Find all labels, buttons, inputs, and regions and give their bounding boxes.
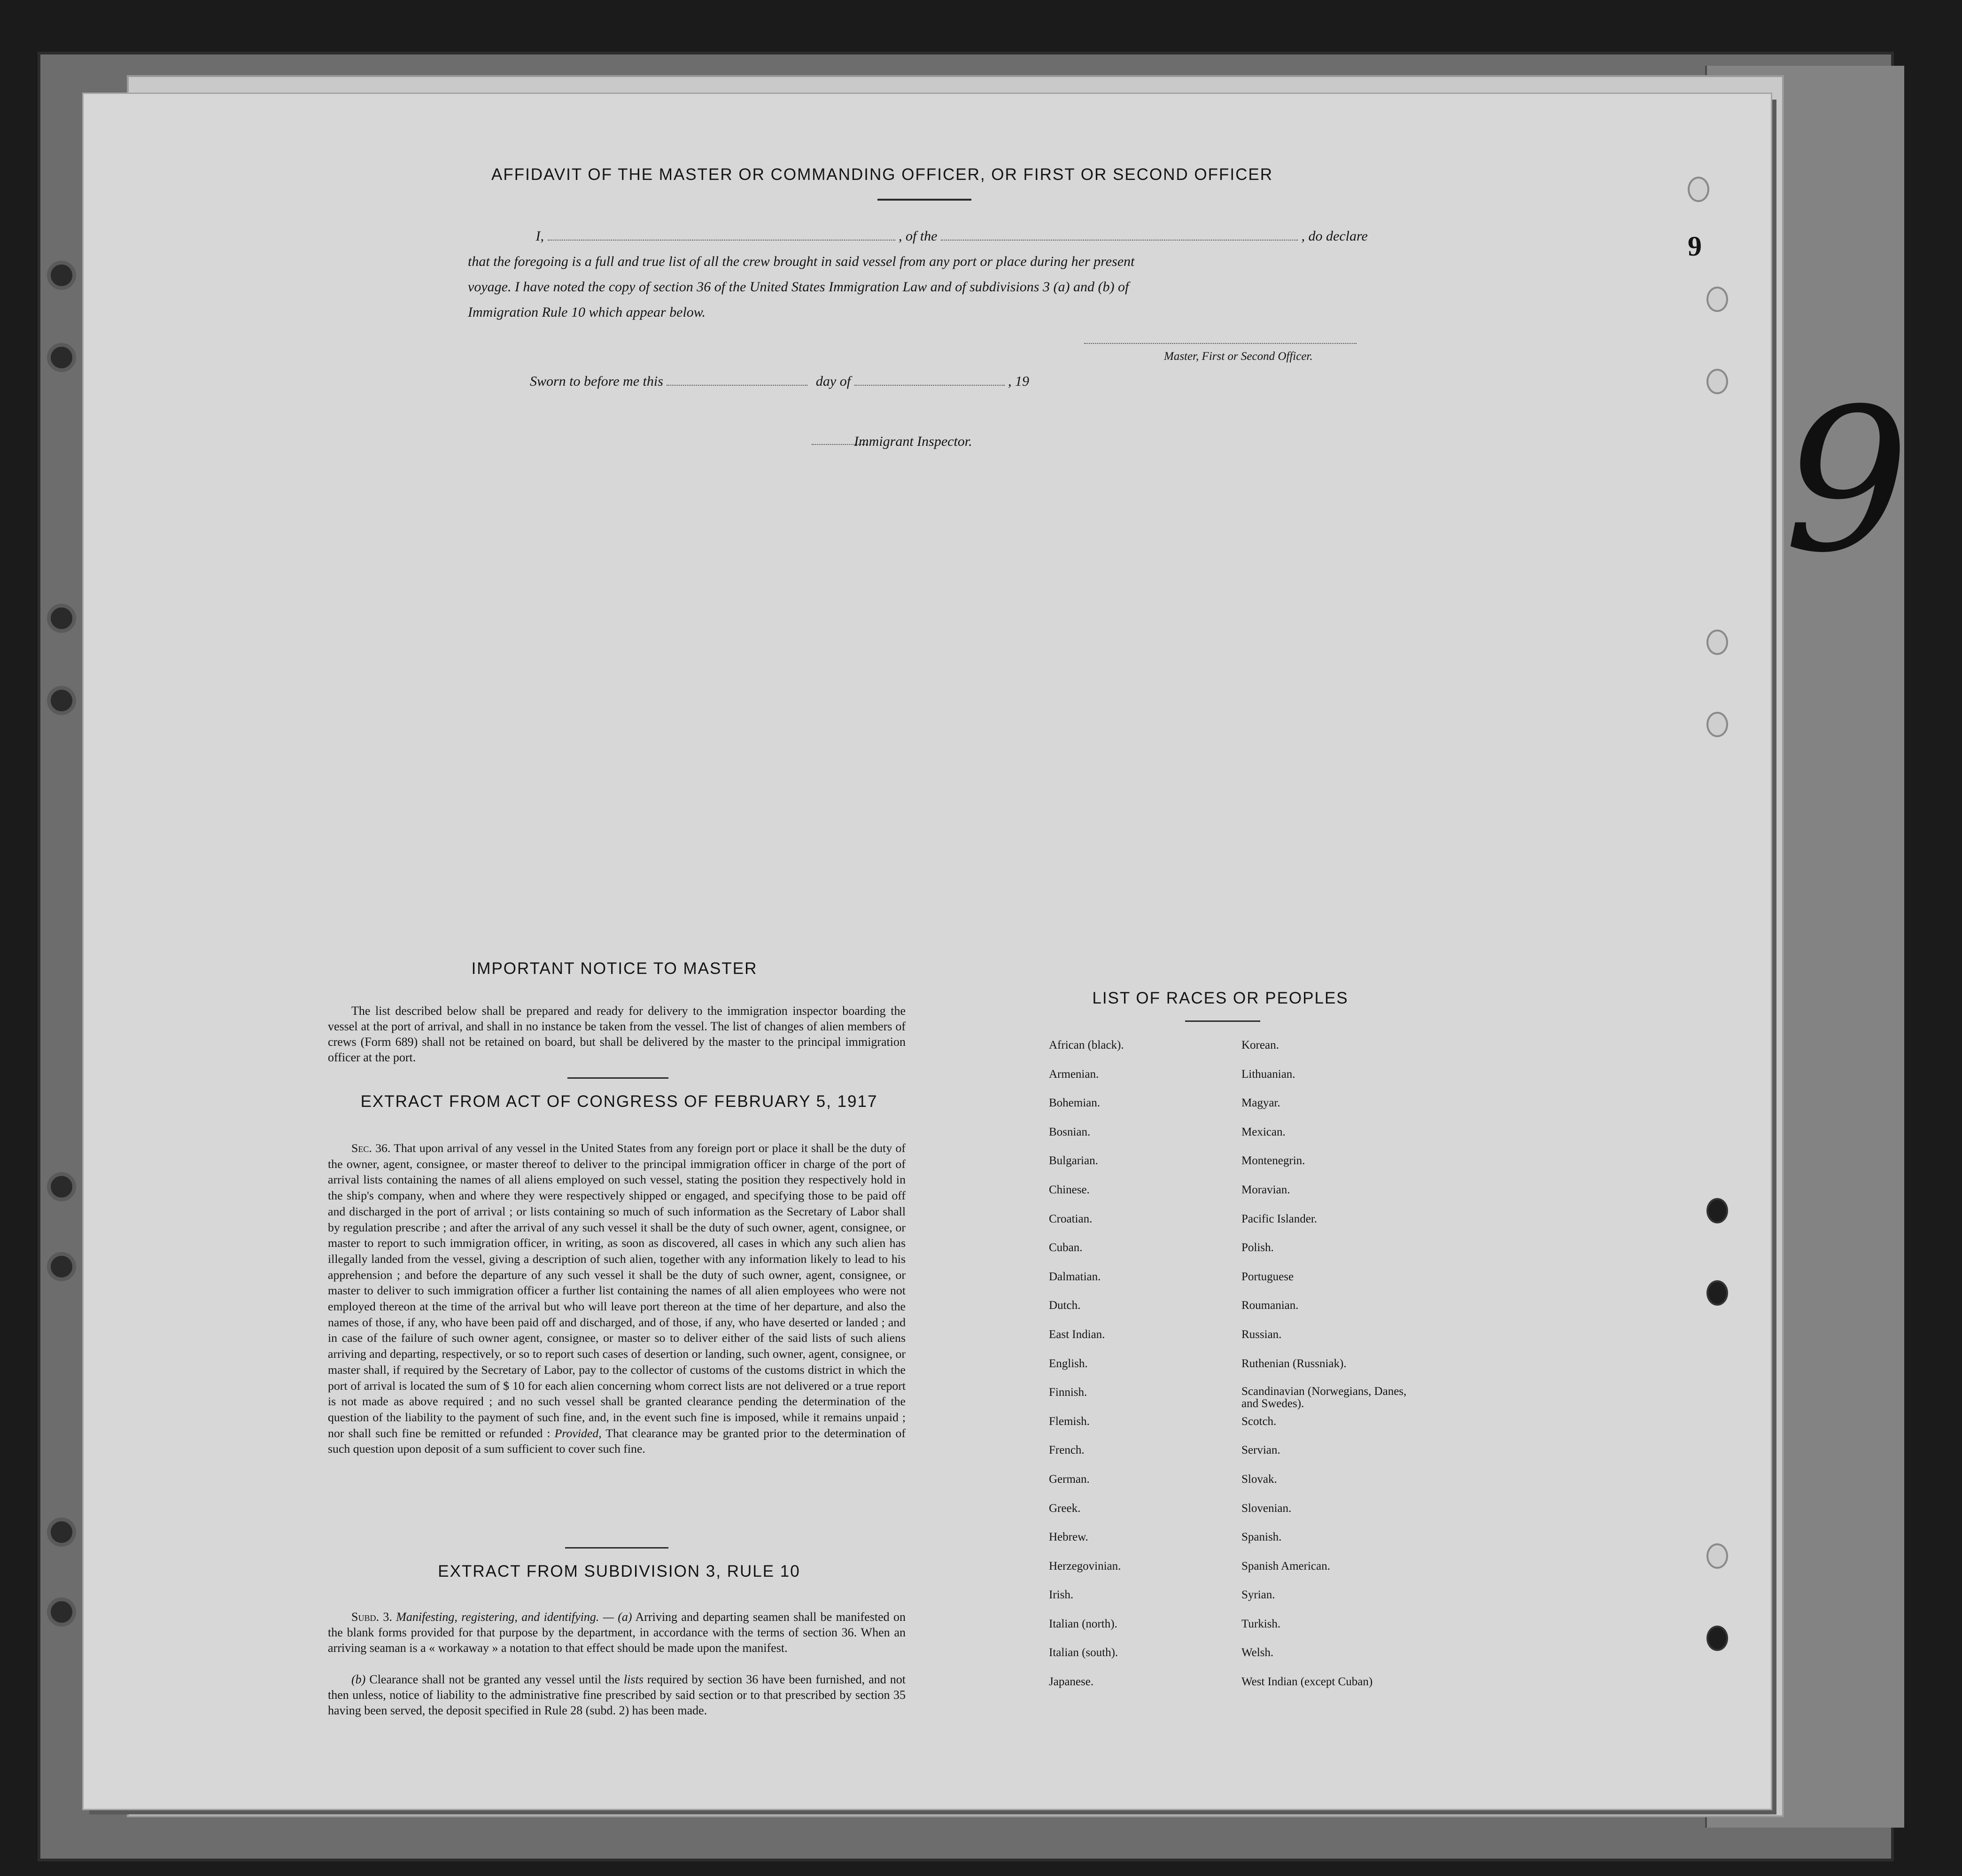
race-item: Turkish.	[1241, 1617, 1281, 1630]
race-item: Roumanian.	[1241, 1299, 1299, 1312]
page-punch-hole	[1706, 1198, 1728, 1223]
binder-hole	[47, 604, 76, 633]
race-item: Italian (north).	[1049, 1617, 1117, 1630]
sec-text-part1: That upon arrival of any vessel in the United States from any foreign port or place it shall be the duty of the owner, agent, consignee, or master thereof to deliver to the principal immigration officer in charge of the port of arrival lists containing the names of all aliens employed on such vessel, stating the position they respectively hold in the ship's company, when and where they were respectively shipped or engaged, and specifying those to be paid off and discharged in the port of arrival ; or lists containing so much of such information as the Secretary of Labor shall by regulation prescribe ; and after the arrival of any such vessel it shall be the duty of such owner, agent, consignee, or master to report to such immigration officer, in writing, as soon as discovered, all cases in which any such alien has illegally landed from the vessel, giving a description of such alien, together with any information likely to lead to his apprehension ; and before the departure of any such vessel it shall be the duty of such owner, agent, consignee, or master to deliver to such immigration officer a further list containing the names of all alien employees who were not employed thereon at the time of the arrival but who will leave port thereon at the time of her departure, and also the names of those, if any, who have been paid off and discharged, and of those, if any, who have deserted or landed ; and in case of the failure of such owner agent, consignee, or master so to deliver either of the said lists of such aliens arriving and departing, respectively, or so to report such cases of desertion or landing, such owner, agent, consignee, or master shall, if required by the Secretary of Labor, pay to the collector of customs of the customs district in which the port of arrival is located the sum of $ 10 for each alien concerning whom correct lists are not delivered or a true report is not made as above required ; and no such vessel shall be granted clearance pending the determination of the question of the liability to the payment of such fine, and, in the event such fine is imposed, while it remains unpaid ; nor shall such fine be remitted or refunded :	[328, 1141, 906, 1440]
notice-title: IMPORTANT NOTICE TO MASTER	[471, 959, 758, 978]
page-punch-hole	[1706, 1543, 1728, 1569]
binder-hole	[47, 1518, 76, 1547]
race-item: Cuban.	[1049, 1241, 1083, 1254]
subd-b-text-2: required by section 36 have been furnished, and not then unless, notice of liability to the administrative fine prescribed by said section or to that prescribed by section 35 having been served, the deposit specified in Rule 28 (subd. 2) has been made.	[328, 1673, 906, 1717]
extract-rule-b	[328, 1672, 906, 1718]
race-item: Spanish.	[1241, 1531, 1282, 1544]
race-item: Pacific Islander.	[1241, 1212, 1318, 1225]
extract-rule-title: EXTRACT FROM SUBDIVISION 3, RULE 10	[438, 1562, 800, 1580]
race-item: Russian.	[1241, 1328, 1282, 1341]
race-item: Croatian.	[1049, 1212, 1093, 1225]
divider	[1185, 1020, 1260, 1022]
day-blank	[667, 385, 807, 386]
race-item: Montenegrin.	[1241, 1154, 1305, 1168]
race-item: Syrian.	[1241, 1588, 1275, 1602]
race-item: Scotch.	[1241, 1415, 1277, 1428]
subd-b-lists: lists	[623, 1673, 644, 1686]
notice-text: The list described below shall be prepared and ready for delivery to the immigration inspector boarding the vessel at the port of arrival, and shall in no instance be taken from the vessel. The list of changes of alien members of crews (Form 689) shall not be retained on board, but shall be delivered by the master to the principal immigration officer at the port.	[328, 1004, 906, 1064]
affidavit-line-3: voyage. I have noted the copy of section 36 of the United States Immigration Law and of subdivisions 3 (a) and (b) of	[468, 279, 1129, 295]
binder-hole	[47, 686, 76, 715]
race-item: Bohemian.	[1049, 1097, 1101, 1110]
signature-line	[1084, 343, 1357, 344]
race-item: Flemish.	[1049, 1415, 1090, 1428]
inspector-label: Immigrant Inspector.	[854, 434, 972, 449]
binder-hole	[47, 1252, 76, 1281]
affidavit-title: AFFIDAVIT OF THE MASTER OR COMMANDING OFFICER, OR FIRST OR SECOND OFFICER	[491, 165, 1273, 184]
race-item: Greek.	[1049, 1502, 1081, 1515]
race-item: Ruthenian (Russniak).	[1241, 1357, 1347, 1370]
divider	[877, 199, 971, 201]
binder-hole	[47, 1172, 76, 1201]
race-item: Bosnian.	[1049, 1125, 1091, 1138]
race-item: English.	[1049, 1357, 1088, 1370]
race-item: Dutch.	[1049, 1299, 1081, 1312]
page-punch-hole	[1688, 177, 1709, 202]
race-item: Magyar.	[1241, 1097, 1280, 1110]
race-item: Spanish American.	[1241, 1559, 1330, 1572]
race-item: Polish.	[1241, 1241, 1274, 1254]
binder-hole	[47, 261, 76, 290]
race-item: Servian.	[1241, 1444, 1280, 1457]
subd-b-text-1: Clearance shall not be granted any vessel until the	[369, 1673, 620, 1686]
race-item: Hebrew.	[1049, 1531, 1088, 1544]
races-column-1	[1049, 1038, 1237, 1704]
page-punch-hole	[1706, 630, 1728, 655]
sworn-year: , 19	[1008, 374, 1030, 389]
race-item: Mexican.	[1241, 1125, 1286, 1138]
extract-act-text	[328, 1140, 906, 1457]
affidavit-of-the: , of the	[899, 228, 938, 244]
race-item: Portuguese	[1241, 1270, 1294, 1283]
race-item: Welsh.	[1241, 1646, 1274, 1659]
subd-heading: Manifesting, registering, and identifying.	[396, 1610, 599, 1624]
extract-rule-a	[328, 1609, 906, 1656]
sec-label: Sec. 36.	[351, 1141, 391, 1155]
provided: Provided,	[554, 1426, 602, 1440]
page-punch-hole	[1706, 1626, 1728, 1651]
race-item: French.	[1049, 1444, 1085, 1457]
page-number-stamp: 9	[1688, 231, 1702, 262]
page-punch-hole	[1706, 1280, 1728, 1306]
affidavit-i: I,	[535, 228, 544, 244]
race-item: German.	[1049, 1472, 1090, 1486]
extract-act-title: EXTRACT FROM ACT OF CONGRESS OF FEBRUARY 5, 1917	[360, 1092, 878, 1111]
divider	[565, 1547, 668, 1549]
race-item: Scandinavian (Norwegians, Danes, and Swedes).	[1241, 1385, 1407, 1410]
sworn-prefix: Sworn to before me this	[530, 374, 663, 389]
race-item: Japanese.	[1049, 1675, 1094, 1689]
race-item: Herzegovinian.	[1049, 1559, 1121, 1572]
subd-a-label: — (a)	[603, 1610, 632, 1624]
subd-a-text: Arriving and departing seamen shall be manifested on the blank forms provided for that purpose by the department, in accordance with the terms of section 36. When an arriving seaman is a « workaway » a notation to that effect should be made upon the manifest.	[328, 1610, 906, 1655]
race-item: Dalmatian.	[1049, 1270, 1101, 1283]
subd-label: Subd. 3.	[351, 1610, 392, 1624]
race-item: West Indian (except Cuban)	[1241, 1675, 1373, 1689]
races-title: LIST OF RACES OR PEOPLES	[1092, 989, 1349, 1007]
race-item: Slovenian.	[1241, 1502, 1292, 1515]
race-item: Italian (south).	[1049, 1646, 1118, 1659]
affidavit-line-4: Immigration Rule 10 which appear below.	[468, 304, 706, 320]
race-item: Irish.	[1049, 1588, 1074, 1602]
name-blank	[548, 240, 895, 241]
handwritten-number: 9	[1784, 366, 1910, 596]
race-item: Korean.	[1241, 1039, 1279, 1051]
race-item: Chinese.	[1049, 1183, 1090, 1196]
affidavit-line-1	[497, 228, 1469, 244]
race-item: East Indian.	[1049, 1328, 1105, 1341]
subd-b-label: (b)	[351, 1673, 366, 1686]
race-item: Lithuanian.	[1241, 1067, 1295, 1081]
race-item: Armenian.	[1049, 1067, 1099, 1081]
binder-hole	[47, 343, 76, 372]
month-blank	[854, 385, 1005, 386]
divider	[567, 1077, 668, 1079]
race-item: African (black).	[1049, 1039, 1124, 1051]
page-punch-hole	[1706, 369, 1728, 394]
races-column-2	[1241, 1038, 1429, 1704]
affidavit-line-2: that the foregoing is a full and true list of all the crew brought in said vessel from any port or place during her present	[468, 254, 1135, 269]
race-item: Bulgarian.	[1049, 1154, 1098, 1168]
vessel-blank	[941, 240, 1298, 241]
race-item: Slovak.	[1241, 1472, 1277, 1486]
document-page	[84, 94, 1910, 1809]
affidavit-do-declare: , do declare	[1301, 228, 1368, 244]
sec-text-part2: That clearance may be granted prior to the determination of such question upon deposit of a sum sufficient to cover such fine.	[328, 1426, 906, 1456]
page-punch-hole	[1706, 712, 1728, 737]
page-punch-hole	[1706, 287, 1728, 312]
sworn-line	[530, 374, 1029, 389]
binder-hole	[47, 1597, 76, 1627]
sworn-day-of: day of	[815, 374, 851, 389]
race-item: Finnish.	[1049, 1386, 1087, 1399]
signature-label: Master, First or Second Officer.	[1164, 350, 1313, 363]
race-item: Moravian.	[1241, 1183, 1290, 1196]
